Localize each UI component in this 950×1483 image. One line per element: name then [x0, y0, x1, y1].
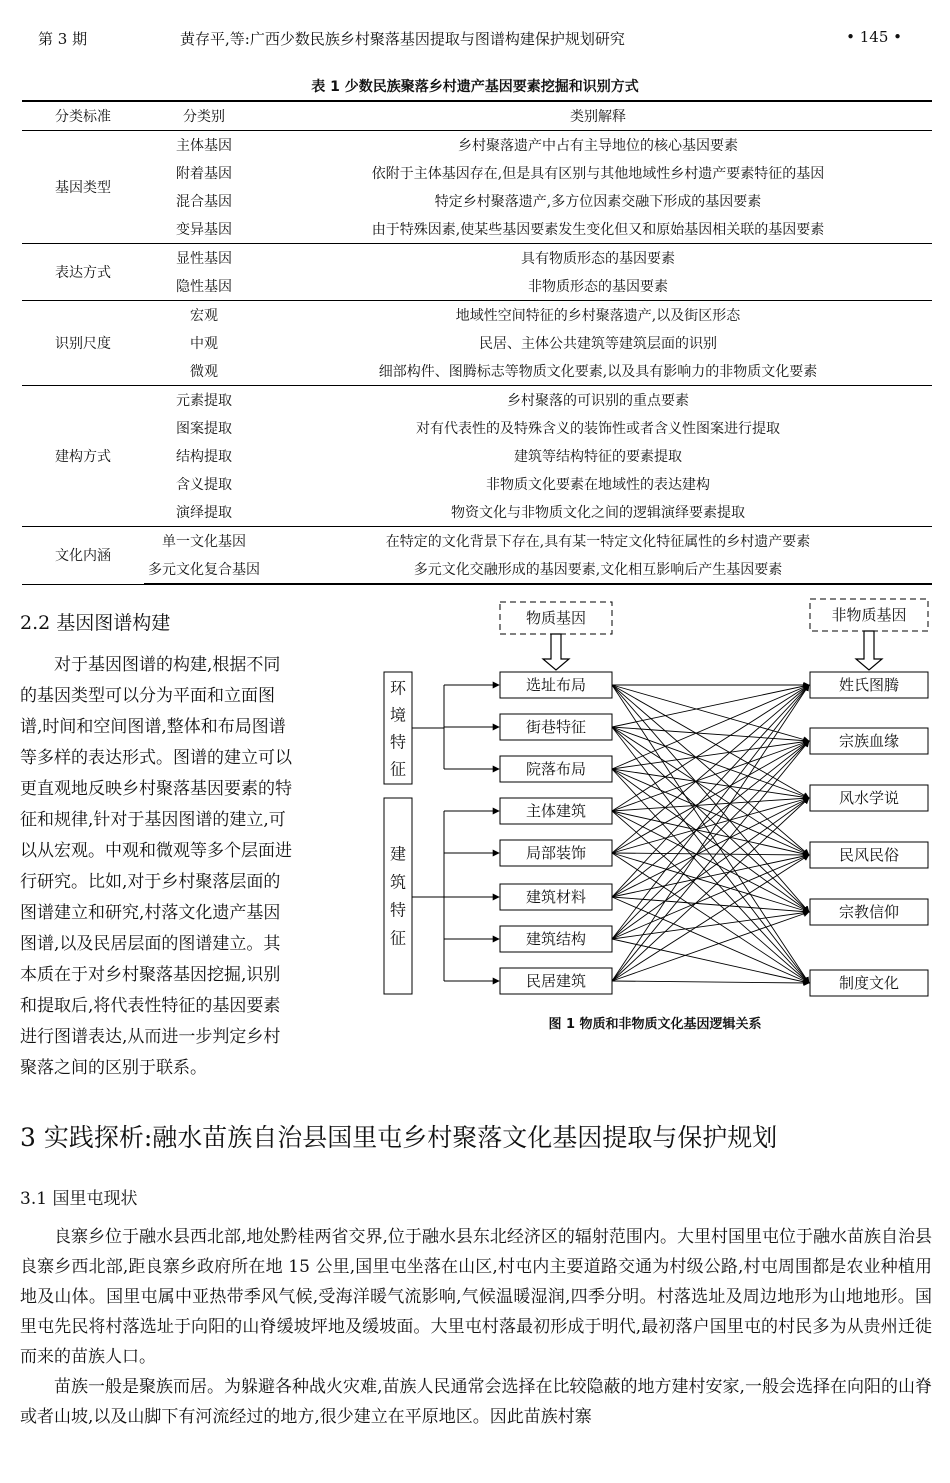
text-line: 征和规律,针对于基因图谱的建立,可	[20, 810, 286, 830]
nonmaterial-gene-label: 宗族血缘	[838, 732, 900, 750]
header-category: 分类别	[144, 101, 264, 131]
explanation-cell: 建筑等结构特征的要素提取	[514, 449, 682, 465]
material-gene-label: 街巷特征	[525, 718, 587, 736]
explanation-cell: 乡村聚落遗产中占有主导地位的核心基因要素	[264, 131, 932, 160]
text-line: 图谱,以及民居层面的图谱建立。其	[20, 934, 281, 954]
table-row	[22, 414, 932, 442]
text-line: 等多样的表达形式。图谱的建立可以	[20, 748, 292, 768]
connection-line	[612, 912, 809, 981]
connection-line	[612, 685, 809, 798]
explanation-cell: 多元文化交融形成的基因要素,文化相互影响后产生基因要素	[264, 555, 932, 584]
connection-line	[612, 981, 809, 983]
section-3-1-heading: 3.1 国里屯现状	[20, 1189, 138, 1209]
text-line: 行研究。比如,对于乡村聚落层面的	[20, 872, 281, 892]
explanation-cell: 民居、主体公共建筑等建筑层面的识别	[479, 336, 717, 352]
header-criterion: 分类标准	[22, 101, 144, 131]
section-2-2-heading: 2.2 基因图谱构建	[20, 612, 171, 634]
criterion-cell: 建构方式	[22, 386, 144, 527]
explanation-cell: 乡村聚落的可识别的重点要素	[264, 386, 932, 415]
category-cell: 单一文化基因	[144, 527, 264, 556]
nonmaterial-gene-label: 风水学说	[838, 789, 900, 807]
connection-line	[612, 727, 809, 798]
table-row	[22, 442, 932, 470]
running-head	[20, 28, 932, 50]
criterion-cell: 识别尺度	[22, 301, 144, 386]
nonmaterial-gene-title: 非物质基因	[831, 606, 907, 624]
gene-element-table	[22, 100, 932, 585]
connection-line	[612, 912, 809, 939]
category-cell: 中观	[190, 336, 218, 352]
category-cell: 元素提取	[144, 386, 264, 415]
issue-number: 第 3 期	[38, 30, 88, 48]
explanation-cell: 非物质形态的基因要素	[528, 279, 668, 295]
running-title: 黄存平,等:广西少数民族乡村聚落基因提取与图谱构建保护规划研究	[180, 30, 625, 48]
table-row	[22, 301, 932, 330]
paragraph: 良寨乡位于融水县西北部,地处黔桂两省交界,位于融水县东北经济区的辐射范围内。大里村国里屯位于融水苗族自治县良寨乡西北部,距良寨乡政府所在地 15 公里,国里屯坐落在山区,村屯内主要道路交通为村级公路,村屯周围都是农业种植用地及山体。国里屯属中亚热带季风气候,受海洋暖气流影响,气候温暖湿润,四季分明。村落选址及周边地形为山地地形。国里屯先民将村落选址于向阳的山脊缓坡坪地及缓坡面。大里屯村落最初形成于明代,最初落户国里屯的村民多为从贵州迁徙而来的苗族人口。	[20, 1227, 932, 1367]
table-row	[22, 131, 932, 160]
explanation-cell: 对有代表性的及特殊含义的装饰性或者含义性图案进行提取	[416, 421, 780, 437]
table-caption: 表 1 少数民族聚落乡村遗产基因要素挖掘和识别方式	[311, 79, 639, 95]
category-cell: 隐性基因	[176, 279, 232, 295]
environment-feature-char: 环	[389, 678, 407, 698]
connection-line	[612, 685, 809, 769]
nonmaterial-gene-label: 姓氏图腾	[838, 676, 900, 694]
explanation-cell: 物资文化与非物质文化之间的逻辑演绎要素提取	[451, 505, 745, 521]
material-gene-title: 物质基因	[525, 609, 587, 627]
category-cell: 含义提取	[176, 477, 232, 493]
nonmaterial-gene-label: 民风民俗	[838, 846, 900, 864]
text-line: 图谱建立和研究,村落文化遗产基因	[20, 903, 281, 923]
header-explanation: 类别解释	[264, 101, 932, 131]
architecture-feature-box	[384, 798, 412, 994]
architecture-feature-char: 筑	[389, 872, 407, 892]
paragraph: 苗族一般是聚族而居。为躲避各种战火灾难,苗族人民通常会选择在比较隐蔽的地方建村安家,一般会选择在向阳的山脊或者山坡,以及山脚下有河流经过的地方,很少建立在平原地区。因此苗族村寨	[20, 1377, 932, 1427]
connection-line	[612, 769, 809, 798]
table-row	[22, 244, 932, 273]
criterion-cell: 表达方式	[22, 244, 144, 301]
text-line: 聚落之间的区别于联系。	[20, 1058, 207, 1078]
environment-feature-char: 境	[389, 705, 407, 725]
criterion-cell: 文化内涵	[22, 527, 144, 585]
explanation-cell: 具有物质形态的基因要素	[264, 244, 932, 273]
architecture-feature-char: 特	[389, 900, 407, 920]
material-gene-label: 民居建筑	[525, 972, 587, 990]
table-row	[22, 470, 932, 498]
architecture-feature-char: 建	[389, 844, 407, 864]
text-line: 本质在于对乡村聚落基因挖掘,识别	[20, 965, 281, 985]
criterion-cell: 基因类型	[22, 131, 144, 244]
connection-line	[612, 685, 809, 811]
connection-line	[612, 798, 809, 811]
category-cell: 附着基因	[176, 166, 232, 182]
explanation-cell: 特定乡村聚落遗产,多方位因素交融下形成的基因要素	[434, 194, 762, 210]
category-cell: 混合基因	[176, 194, 232, 210]
category-cell: 演绎提取	[176, 505, 232, 521]
architecture-feature-char: 征	[389, 928, 407, 948]
table-row	[22, 527, 932, 556]
material-gene-label: 局部装饰	[525, 844, 587, 862]
text-line: 对于基因图谱的构建,根据不同	[54, 655, 281, 675]
explanation-cell: 在特定的文化背景下存在,具有某一特定文化特征属性的乡村遗产要素	[264, 527, 932, 556]
nonmaterial-gene-label: 制度文化	[838, 974, 900, 992]
environment-feature-char: 征	[389, 759, 407, 779]
connection-line	[612, 741, 809, 811]
connection-line	[612, 685, 809, 939]
explanation-cell: 依附于主体基因存在,但是具有区别与其他地域性乡村遗产要素特征的基因	[371, 166, 825, 182]
material-gene-label: 主体建筑	[525, 802, 587, 820]
connection-line	[612, 685, 809, 727]
text-line: 谱,时间和空间图谱,整体和布局图谱	[20, 717, 286, 737]
nonmaterial-gene-label: 宗教信仰	[838, 903, 900, 921]
material-gene-label: 建筑结构	[525, 930, 587, 948]
nonmaterial-down-arrow	[856, 631, 882, 670]
table-row	[22, 498, 932, 527]
section-2-2-body	[20, 650, 358, 1084]
explanation-cell: 地域性空间特征的乡村聚落遗产,以及街区形态	[264, 301, 932, 330]
table-row	[22, 215, 932, 244]
category-cell: 微观	[190, 364, 218, 380]
material-gene-label: 建筑材料	[525, 888, 587, 906]
text-line: 以从宏观。中观和微观等多个层面进	[20, 841, 292, 861]
table-row	[22, 357, 932, 386]
text-line: 的基因类型可以分为平面和立面图	[20, 686, 275, 706]
table-row	[22, 272, 932, 301]
category-cell: 多元文化复合基因	[144, 555, 264, 584]
table-header-row	[22, 101, 932, 131]
environment-feature-char: 特	[389, 732, 407, 752]
table-row	[22, 555, 932, 584]
category-cell: 显性基因	[144, 244, 264, 273]
section-3-heading: 3 实践探析:融水苗族自治县国里屯乡村聚落文化基因提取与保护规划	[20, 1123, 778, 1152]
table-row	[22, 187, 932, 215]
section-3-1-body	[20, 1222, 932, 1432]
figure-gene-logic-diagram	[378, 592, 938, 1012]
text-line: 和提取后,将代表性特征的基因要素	[20, 996, 281, 1016]
explanation-cell: 细部构件、图腾标志等物质文化要素,以及具有影响力的非物质文化要素	[378, 364, 818, 380]
material-gene-label: 院落布局	[525, 760, 587, 778]
category-cell: 宏观	[144, 301, 264, 330]
explanation-cell: 非物质文化要素在地域性的表达建构	[486, 477, 710, 493]
explanation-cell: 由于特殊因素,使某些基因要素发生变化但又和原始基因相关联的基因要素	[371, 222, 825, 238]
table-row	[22, 386, 932, 415]
text-line: 进行图谱表达,从而进一步判定乡村	[20, 1027, 281, 1047]
page-number: • 145 •	[846, 28, 902, 46]
category-cell: 结构提取	[176, 449, 232, 465]
figure-caption: 图 1 物质和非物质文化基因逻辑关系	[548, 1017, 762, 1032]
connection-line	[612, 685, 809, 741]
category-cell: 变异基因	[176, 222, 232, 238]
text-line: 更直观地反映乡村聚落基因要素的特	[20, 779, 292, 799]
connection-line	[612, 685, 809, 912]
category-cell: 图案提取	[176, 421, 232, 437]
material-down-arrow	[543, 634, 569, 670]
table-row	[22, 159, 932, 187]
category-cell: 主体基因	[144, 131, 264, 160]
table-row	[22, 329, 932, 357]
material-gene-label: 选址布局	[525, 676, 587, 694]
table-body	[22, 131, 932, 585]
